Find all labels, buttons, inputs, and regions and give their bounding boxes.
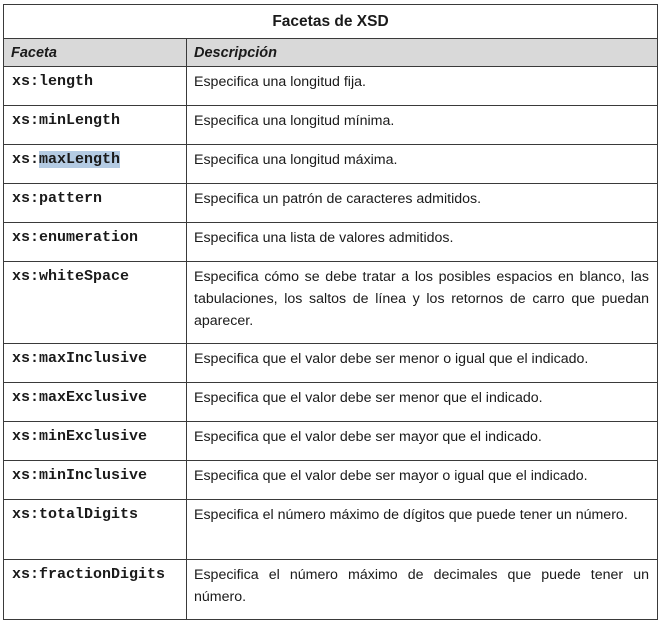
facet-name: maxInclusive: [39, 350, 148, 367]
facet-prefix: xs:: [12, 467, 40, 484]
facet-prefix: xs:: [12, 350, 40, 367]
facet-name: totalDigits: [39, 506, 139, 523]
facet-cell: [4, 184, 187, 223]
facet-prefix: xs:: [12, 389, 40, 406]
facet-cell: [4, 461, 187, 500]
table-row: [4, 560, 658, 620]
table-row: [4, 344, 658, 383]
description-cell: Especifica cómo se debe tratar a los posibles espacios en blanco, las tabulaciones, los saltos de línea y los retornos de carro que puedan aparecer.: [187, 262, 658, 344]
facet-cell: [4, 67, 187, 106]
table-row: [4, 106, 658, 145]
table-row: [4, 383, 658, 422]
description-cell: Especifica una lista de valores admitidos.: [187, 223, 658, 262]
description-cell: Especifica que el valor debe ser mayor que el indicado.: [187, 422, 658, 461]
facet-prefix: xs:: [12, 506, 40, 523]
facet-name: whiteSpace: [39, 268, 130, 285]
description-cell: Especifica que el valor debe ser menor que el indicado.: [187, 383, 658, 422]
table-row: [4, 461, 658, 500]
table-row: [4, 145, 658, 184]
facet-name: fractionDigits: [39, 566, 166, 583]
header-facet: Faceta: [4, 39, 187, 67]
description-cell: Especifica un patrón de caracteres admitidos.: [187, 184, 658, 223]
description-cell: Especifica el número máximo de dígitos que puede tener un número.: [187, 500, 658, 560]
facet-name: pattern: [39, 190, 103, 207]
description-cell: Especifica una longitud máxima.: [187, 145, 658, 184]
description-cell: Especifica el número máximo de decimales que puede tener un número.: [187, 560, 658, 620]
facet-prefix: xs:: [12, 268, 40, 285]
facet-cell: [4, 383, 187, 422]
facet-name: length: [39, 73, 94, 90]
facet-cell: [4, 262, 187, 344]
description-cell: Especifica que el valor debe ser mayor o igual que el indicado.: [187, 461, 658, 500]
facet-cell: [4, 422, 187, 461]
table-row: [4, 500, 658, 560]
table-row: [4, 223, 658, 262]
facet-cell: [4, 500, 187, 560]
facet-name: minInclusive: [39, 467, 148, 484]
facet-prefix: xs:: [12, 229, 40, 246]
facet-name: minLength: [39, 112, 121, 129]
table-row: [4, 422, 658, 461]
description-cell: Especifica que el valor debe ser menor o igual que el indicado.: [187, 344, 658, 383]
facet-cell: [4, 223, 187, 262]
table-row: [4, 67, 658, 106]
facet-cell: [4, 145, 187, 184]
description-cell: Especifica una longitud fija.: [187, 67, 658, 106]
table-row: [4, 184, 658, 223]
facet-prefix: xs:: [12, 151, 40, 168]
description-cell: Especifica una longitud mínima.: [187, 106, 658, 145]
facet-name: minExclusive: [39, 428, 148, 445]
facet-cell: [4, 560, 187, 620]
facet-prefix: xs:: [12, 428, 40, 445]
facet-name: enumeration: [39, 229, 139, 246]
facet-cell: [4, 344, 187, 383]
facet-prefix: xs:: [12, 73, 40, 90]
xsd-facets-table: [3, 4, 658, 620]
facet-cell: [4, 106, 187, 145]
facet-prefix: xs:: [12, 190, 40, 207]
facet-prefix: xs:: [12, 112, 40, 129]
facet-name: maxExclusive: [39, 389, 148, 406]
table-row: [4, 262, 658, 344]
facet-name-highlighted[interactable]: maxLength: [39, 151, 121, 168]
table-title: Facetas de XSD: [4, 5, 658, 39]
header-description: Descripción: [187, 39, 658, 67]
facet-prefix: xs:: [12, 566, 40, 583]
